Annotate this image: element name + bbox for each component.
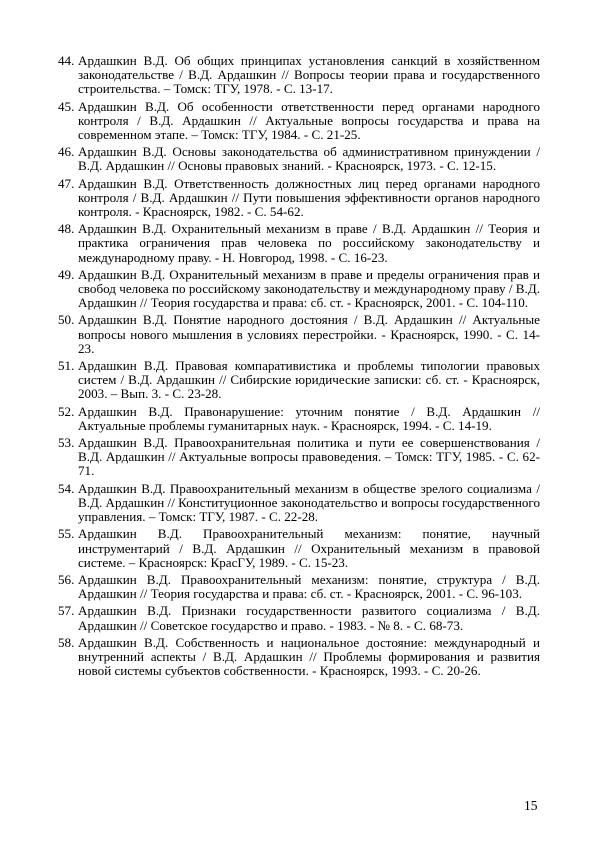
entry-text: Ардашкин В.Д. Правоохранительный механизм: понятие, структура / В.Д. Ардашкин // Теория государства и права: сб. ст. - Красноярск, 2001. - С. 96-103.: [78, 571, 540, 602]
entry-text: Ардашкин В.Д. Понятие народного достояния / В.Д. Ардашкин // Актуальные вопросы нового мышления в условиях перестройки. - Красноярск, 1990. - С. 14-23.: [78, 312, 540, 356]
entry-text: Ардашкин В.Д. Собственность и национальное достояние: международный и внутренний аспекты / В.Д. Ардашкин // Проблемы формирования и развития новой системы субъектов собственности. - Красноярск, 1993. - С. 20-26.: [78, 634, 540, 679]
bibliography-entry: [58, 573, 540, 601]
entry-number: 58.: [58, 634, 75, 650]
bibliography-entry: [58, 527, 540, 570]
entry-text: Ардашкин В.Д. Об особенности ответственности перед органами народного контроля / В.Д. Ардашкин // Актуальные вопросы государства и права на современном этапе. – Томск: ТГУ, 1984. - С. 21-25.: [78, 98, 540, 143]
bibliography-list: [58, 54, 540, 681]
entry-number: 57.: [58, 603, 75, 619]
entry-number: 55.: [58, 526, 75, 542]
entry-number: 52.: [58, 403, 75, 419]
entry-text: Ардашкин В.Д. Охранительный механизм в праве и пределы ограничения прав и свобод человека по российскому законодательству и международному праву / В.Д. Ардашкин // Теория государства и права: сб. ст. - Красноярск, 2001. - С. 104-110.: [78, 266, 540, 311]
bibliography-entry: [58, 436, 540, 479]
entry-text: Ардашкин В.Д. Правоохранительный механизм: понятие, научный инструментарий / В.Д. Ардашкин // Охранительный механизм в правовой системе. – Красноярск: КрасГУ, 1989. - С. 15-23.: [78, 526, 540, 570]
entry-text: Ардашкин В.Д. Правонарушение: уточним понятие / В.Д. Ардашкин // Актуальные проблемы гуманитарных наук. - Красноярск, 1994. - С. 14-19.: [78, 403, 540, 433]
entry-number: 51.: [58, 358, 75, 374]
entry-text: Ардашкин В.Д. Основы законодательства об административном принуждении / В.Д. Ардашкин // Основы правовых знаний. - Красноярск, 1973. - С. 12-15.: [78, 144, 540, 174]
entry-number: 53.: [58, 435, 75, 451]
entry-text: Ардашкин В.Д. Правовая компаративистика и проблемы типологии правовых систем / В.Д. Ардашкин // Сибирские юридические записки: сб. ст. - Красноярск, 2003. – Вып. 3. - С. 23-28.: [78, 358, 540, 402]
entry-number: 49.: [58, 266, 75, 282]
entry-text: Ардашкин В.Д. Признаки государственности развитого социализма / В.Д. Ардашкин // Советское государство и право. - 1983. - № 8. - С. 68-73.: [78, 603, 540, 633]
bibliography-entry: [58, 604, 540, 632]
entry-text: Ардашкин В.Д. Ответственность должностных лиц перед органами народного контроля / В.Д. Ардашкин // Пути повышения эффективности органов народного контроля. - Красноярск, 1982. - С. 54-62.: [78, 175, 540, 220]
bibliography-entry: [58, 405, 540, 433]
entry-number: 54.: [58, 480, 75, 496]
entry-number: 56.: [58, 571, 75, 587]
entry-text: Ардашкин В.Д. Правоохранительный механизм в обществе зрелого социализма / В.Д. Ардашкин // Конституционное законодательство и вопросы государственного управления. – Томск: ТГУ, 1987. - С. 22-28.: [78, 480, 540, 525]
bibliography-entry: [58, 177, 540, 220]
entry-number: 45.: [58, 98, 75, 114]
bibliography-entry: [58, 482, 540, 525]
bibliography-entry: [58, 313, 540, 356]
entry-number: 50.: [58, 312, 75, 328]
bibliography-entry: [58, 145, 540, 173]
bibliography-entry: [58, 222, 540, 265]
bibliography-entry: [58, 54, 540, 97]
bibliography-entry: [58, 359, 540, 402]
bibliography-entry: [58, 100, 540, 143]
entry-number: 44.: [58, 53, 75, 68]
bibliography-entry: [58, 268, 540, 311]
entry-text: Ардашкин В.Д. Охранительный механизм в праве / В.Д. Ардашкин // Теория и практика ограничения прав человека по российскому законодательству и международному праву. - Н. Новгород, 1998. - С. 16-23.: [78, 221, 540, 265]
entry-number: 46.: [58, 144, 75, 160]
entry-text: Ардашкин В.Д. Правоохранительная политика и пути ее совершенствования / В.Д. Ардашкин // Актуальные вопросы правоведения. – Томск: ТГУ, 1985. - С. 62-71.: [78, 435, 540, 479]
entry-number: 48.: [58, 221, 75, 237]
entry-number: 47.: [58, 175, 75, 191]
bibliography-entry: [58, 636, 540, 679]
page-number: 15: [524, 798, 538, 813]
entry-text: Ардашкин В.Д. Об общих принципах установления санкций в хозяйственном законодательстве / В.Д. Ардашкин // Вопросы теории права и государственного строительства. – Томск: ТГУ, 1978. - С. 13-17.: [78, 53, 540, 97]
